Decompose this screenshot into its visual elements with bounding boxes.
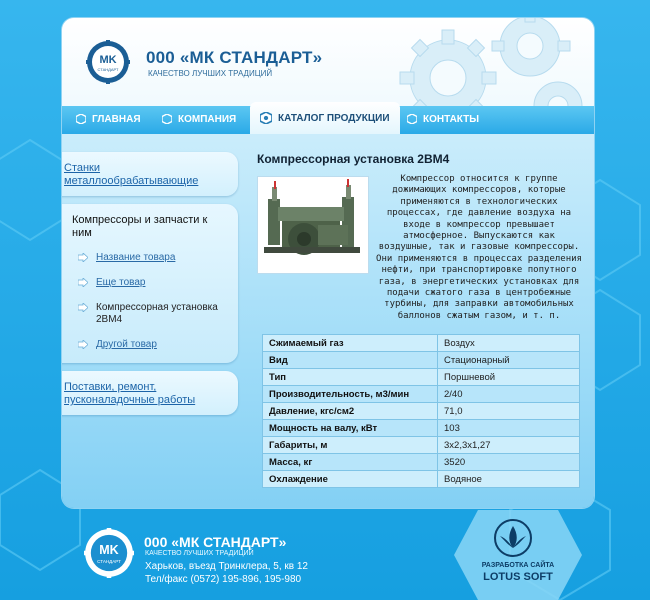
spec-value: Стационарный — [438, 352, 580, 369]
footer-company-name: 000 «МК СТАНДАРТ» — [144, 534, 287, 550]
spec-key: Масса, кг — [263, 454, 438, 471]
footer-slogan: КАЧЕСТВО ЛУЧШИХ ТРАДИЦИЙ — [145, 550, 254, 557]
table-row — [263, 454, 580, 471]
footer-logo-badge — [84, 528, 134, 578]
sidebar-link-other-product[interactable]: Другой товар — [96, 339, 157, 350]
nav-label: КАТАЛОГ ПРОДУКЦИИ — [278, 113, 390, 124]
sidebar-link-another-product[interactable]: Еще товар — [96, 277, 146, 288]
sidebar-subitem — [72, 252, 230, 264]
table-row — [263, 403, 580, 420]
product-description: Компрессор относится к группе дожимающих компрессоров, которые применяются в технологических процессах, где давление воздуха на входе в компрессор превышает атмосферное. Выпускаются как воздушные, так и газовые компрессоры. Они применяются в процессах разделения нефти, при транспортировке попутного газа, в энергетических установках для подачи сжатого газа в центробежные турбины, для заправки автомобильных баллонов сжатым газом, и т. п. — [376, 174, 582, 321]
spec-value: 71,0 — [438, 403, 580, 420]
sidebar-subitem — [72, 339, 230, 351]
spec-key: Тип — [263, 369, 438, 386]
sidebar — [62, 152, 238, 423]
nav-item-company[interactable] — [162, 106, 236, 134]
footer-logo-subtext: СТАНДАРТ — [97, 559, 121, 565]
spec-key: Вид — [263, 352, 438, 369]
nav-item-catalog[interactable] — [250, 102, 400, 134]
product-title: Компрессорная установка 2ВМ4 — [257, 152, 450, 166]
sidebar-box-compressors — [62, 204, 238, 363]
hexagon-icon — [162, 114, 172, 124]
spec-key: Сжимаемый газ — [263, 335, 438, 352]
footer-logo-text: MK — [99, 543, 119, 558]
sidebar-link-services[interactable]: Поставки, ремонт, пусконаладочные работы — [64, 381, 196, 406]
header — [62, 18, 594, 106]
nav-item-home[interactable] — [76, 106, 141, 134]
table-row — [263, 369, 580, 386]
table-row — [263, 420, 580, 437]
spec-value: Воздух — [438, 335, 580, 352]
arrow-right-icon — [78, 340, 88, 349]
hexagon-icon — [260, 112, 272, 124]
spec-key: Мощность на валу, кВт — [263, 420, 438, 437]
hexagon-icon — [407, 114, 417, 124]
nav-label: КОНТАКТЫ — [423, 114, 480, 125]
developer-caption: РАЗРАБОТКА САЙТА — [481, 562, 555, 569]
spec-key: Охлаждение — [263, 471, 438, 488]
company-name: 000 «МК СТАНДАРТ» — [146, 48, 323, 67]
spec-key: Давление, кгс/см2 — [263, 403, 438, 420]
developer-name[interactable]: LOTUS SOFT — [483, 571, 553, 583]
spec-value: Поршневой — [438, 369, 580, 386]
footer-phone: Тел/факс (0572) 195-896, 195-980 — [145, 574, 302, 585]
spec-key: Габариты, м — [263, 437, 438, 454]
main-nav — [62, 106, 594, 134]
sidebar-link-product-name[interactable]: Название товара — [96, 252, 176, 263]
sidebar-subitem — [72, 277, 230, 289]
logo-subtext: СТАНДАРТ — [97, 67, 119, 72]
specs-table — [262, 334, 580, 488]
table-row — [263, 471, 580, 488]
sidebar-box-services — [62, 371, 238, 415]
sidebar-subitem-current — [72, 302, 230, 326]
spec-value: 2/40 — [438, 386, 580, 403]
sidebar-current-product: Компрессорная установка 2ВМ4 — [96, 302, 218, 325]
footer-address: Харьков, въезд Тринклера, 5, кв 12 — [145, 561, 308, 572]
table-row — [263, 386, 580, 403]
table-row — [263, 352, 580, 369]
nav-label: ГЛАВНАЯ — [92, 114, 141, 125]
spec-value: 3520 — [438, 454, 580, 471]
compressor-image — [258, 177, 368, 273]
spec-value: Водяное — [438, 471, 580, 488]
arrow-right-icon — [78, 253, 88, 262]
sidebar-section-title: Компрессоры и запчасти к ним — [72, 214, 208, 239]
spec-value: 3x2,3x1,27 — [438, 437, 580, 454]
sidebar-link-machines[interactable]: Станки металлообрабатывающие — [64, 162, 199, 187]
nav-item-contacts[interactable] — [407, 106, 479, 134]
logo-badge — [86, 40, 130, 84]
product-photo — [257, 176, 369, 274]
spec-key: Производительность, м3/мин — [263, 386, 438, 403]
arrow-right-icon — [78, 278, 88, 287]
product-content — [257, 152, 587, 321]
table-row — [263, 437, 580, 454]
spec-value: 103 — [438, 420, 580, 437]
table-row — [263, 335, 580, 352]
hexagon-icon — [76, 114, 86, 124]
company-slogan: КАЧЕСТВО ЛУЧШИХ ТРАДИЦИЙ — [148, 69, 273, 78]
arrow-right-icon — [78, 303, 88, 312]
nav-label: КОМПАНИЯ — [178, 114, 237, 125]
logo-text: MK — [99, 54, 117, 66]
sidebar-box-machines — [62, 152, 238, 196]
lotus-icon[interactable] — [490, 518, 536, 558]
